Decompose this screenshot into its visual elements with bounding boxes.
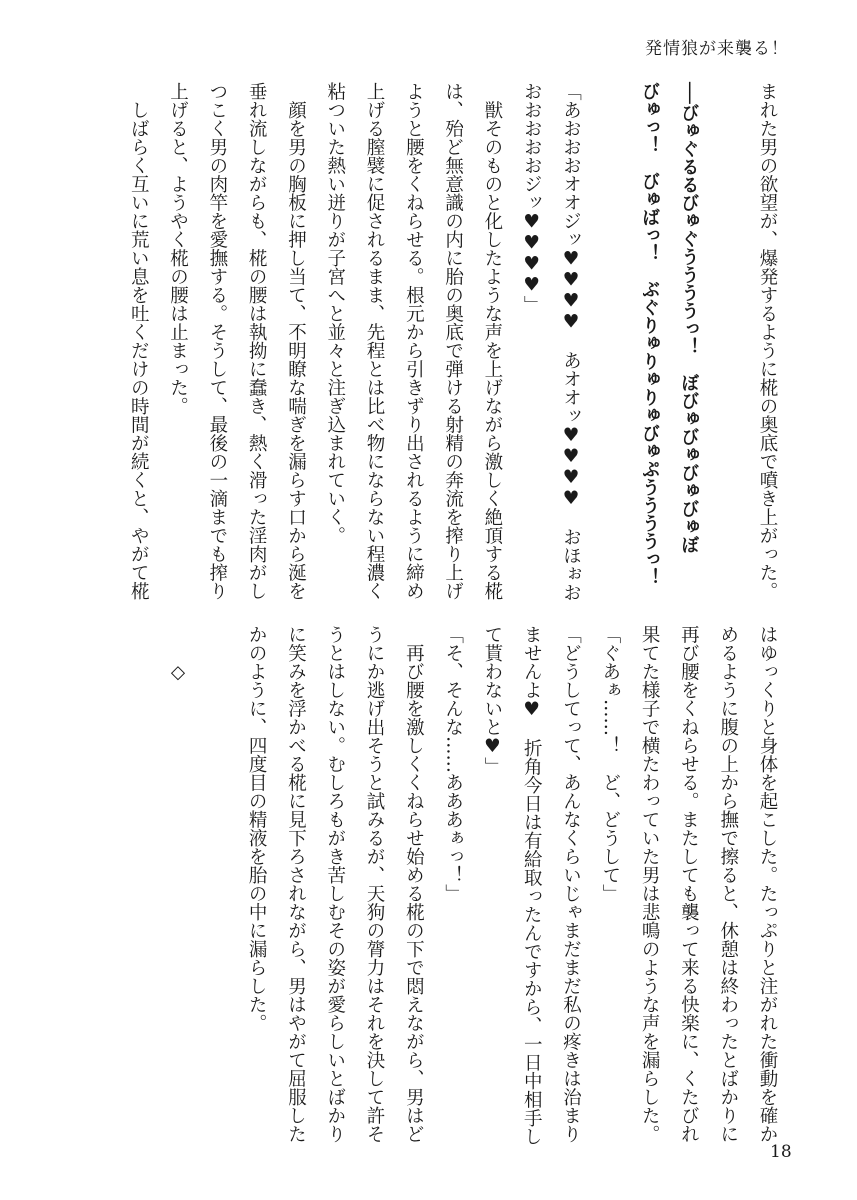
blank-line — [708, 82, 747, 92]
text-line: はゆっくりと身体を起こした。たっぷりと注がれた衝動を確か — [757, 625, 778, 1143]
text-line: 再び腰をくねらせる。またしても襲って来る快楽に、くたびれ — [678, 625, 700, 1143]
text-line: ようと腰をくねらせる。根元から引きずり出されるように締め — [403, 82, 425, 600]
text-line: 果てた様子で横たわっていた男は悲鳴のような声を漏らした。 — [639, 625, 661, 1143]
text-line: 「ぐあぁ……！ ど、どうして」 — [599, 625, 621, 903]
text-line: は、殆ど無意識の内に胎の奥底で弾ける射精の奔流を搾り上げ — [442, 82, 464, 600]
text-line: 「どうしてって、あんなくらいじゃまだまだ私の疼きは治まり — [560, 625, 582, 1143]
text-line: まれた男の欲望が、爆発するように椛の奥底で噴き上がった。 — [757, 82, 778, 600]
text-line: に笑みを浮かべる椛に見下ろされながら、男はやがて屈服した — [285, 625, 307, 1143]
text-line: 「あおおおオオジッ♥♥♥♥ あオオッ♥♥♥♥ おほぉお — [560, 82, 582, 602]
text-block-bottom — [158, 625, 787, 1155]
text-line: 獣そのものと化したような声を上げながら激しく絶頂する椛 — [481, 82, 503, 600]
section-break-diamond: ◇ — [167, 662, 189, 683]
text-line: つこく男の肉竿を愛撫する。そうして、最後の一滴までも搾り — [206, 82, 228, 600]
text-line: おおおおおジッ♥♥♥♥」 — [521, 82, 543, 314]
page-number: 18 — [770, 1142, 792, 1162]
text-line: 垂れ流しながらも、椛の腰は執拗に蠢き、熱く滑った淫肉がし — [246, 82, 268, 600]
text-line: 粘ついた熱い迸りが子宮へと並々と注ぎ込まれていく。 — [324, 82, 346, 545]
text-line: しばらく互いに荒い息を吐くだけの時間が続くと、やがて椛 — [128, 82, 150, 600]
text-line: 上げると、ようやく椛の腰は止まった。 — [167, 82, 189, 415]
text-line: 再び腰を激しくくねらせ始める椛の下で悶えながら、男はど — [403, 625, 425, 1143]
blank-line — [198, 625, 237, 635]
text-line: 上げる膣襞に促されるまま、先程とは比べ物にならない程濃く — [364, 82, 386, 600]
text-line: かのように、四度目の精液を胎の中に漏らした。 — [246, 625, 268, 1032]
text-line-bold: ──びゅぐるるびゅぐううううっ！ ぼびゅびゅびゅびゅぼ — [678, 82, 700, 554]
text-block-top — [119, 82, 787, 612]
blank-line — [591, 82, 630, 92]
text-line: うにか逃げ出そうと試みるが、天狗の膂力はそれを決して許そ — [364, 625, 386, 1143]
text-line: 顔を男の胸板に押し当て、不明瞭な喘ぎを漏らす口から涎を — [285, 82, 307, 600]
running-header-title: 発情狼が来襲る！ — [645, 39, 789, 59]
text-line: うとはしない。むしろもがき苦しむその姿が愛らしいとばかり — [324, 625, 346, 1143]
text-line: 「そ、そんな……あああぁっ！」 — [442, 625, 464, 903]
text-line: ませんよ♥ 折角今日は有給取ったんですから、一日中相手し — [521, 625, 543, 1146]
text-line: めるように腹の上から撫で擦ると、休憩は終わったとばかりに — [717, 625, 739, 1143]
text-line-bold: びゅっ！ びゅばっ！ ぶぐりゅりゅりゅびゅぷううううっ！ — [639, 82, 661, 586]
text-line: て貰わないと♥」 — [481, 625, 503, 776]
